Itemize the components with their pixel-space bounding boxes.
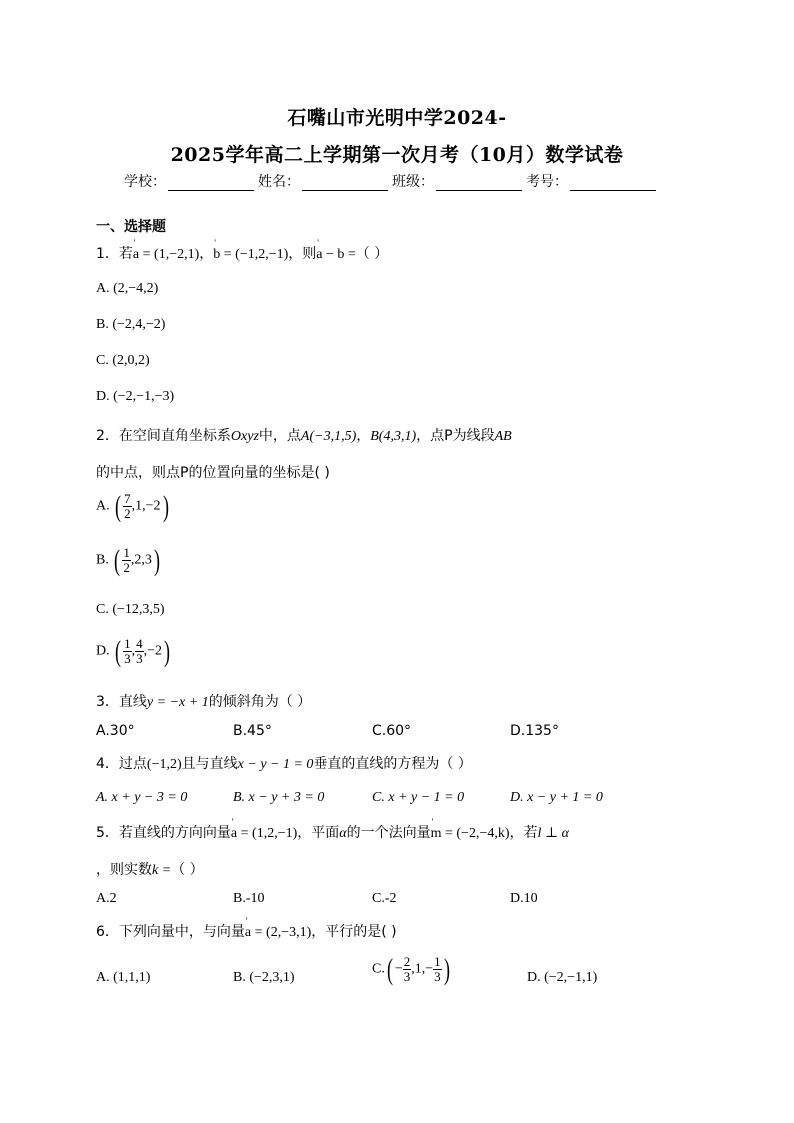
name-label: 姓名： (258, 174, 300, 190)
q4-option-c[interactable]: C. x + y − 1 = 0 (372, 790, 465, 805)
q6-c-label: C. (372, 961, 385, 977)
q4-text-b: 且与直线 (181, 756, 238, 772)
q2-b-fraction: $\frac{1}{2}$ (123, 545, 130, 575)
q6-option-b[interactable]: B. (−2,3,1) (233, 970, 295, 985)
title-line-1: 石嘴山市光明中学2024- (287, 107, 507, 129)
exam-no-label: 考号： (526, 174, 568, 190)
q3-option-c[interactable]: C.60° (372, 723, 412, 739)
q5-option-a[interactable]: A.2 (96, 891, 117, 906)
q5-vector-a: ' a = (1,2,−1) (231, 826, 297, 842)
q6-option-c[interactable]: C.( − $\frac{2}{3}$ ,1,− $\frac{1}{3}$ ) (372, 952, 450, 986)
q3-option-a[interactable]: A.30° (96, 723, 135, 739)
q4-option-a[interactable]: A. x + y − 3 = 0 (96, 790, 188, 805)
q5-text-c: 的一个法向量 (346, 825, 431, 841)
q6-text-b: ，平行的是( ) (311, 924, 397, 940)
q4-text-c: 垂直的直线的方程为（ ） (313, 756, 472, 772)
q2-option-c[interactable]: C. (−12,3,5) (96, 602, 165, 617)
q2-a-rest: ,1,−2 (131, 498, 161, 514)
q2-b-rest: ,2,3 (130, 552, 152, 568)
question-5-stem-line1 (96, 822, 569, 842)
q3-option-b[interactable]: B.45° (233, 723, 272, 739)
q1-vector-a: ' a = (1,−2,1) (133, 247, 199, 263)
student-info-row (124, 171, 660, 191)
q4-point: (−1,2) (146, 757, 182, 772)
section-heading: 一、选择题 (96, 219, 166, 235)
q5-option-d[interactable]: D.10 (510, 891, 538, 906)
q2-oxyz: Oxyz (230, 429, 259, 444)
title-line-2: 2025学年高二上学期第一次月考（10月）数学试卷 (170, 144, 624, 166)
q2-a-fraction: $\frac{7}{2}$ (124, 491, 131, 521)
q2-segment-ab: AB (494, 429, 512, 444)
q1-vector-b: ' b = (−1,2,−1) (213, 247, 288, 263)
q4-option-d[interactable]: D. x − y + 1 = 0 (510, 790, 603, 805)
q6-c-fraction-2: $\frac{1}{3}$ (434, 954, 441, 984)
question-1-stem (96, 243, 388, 263)
q3-equation: y = −x + 1 (146, 695, 209, 710)
q5-text-e: ，则实数 (96, 862, 152, 878)
q2-b-label: B. (96, 552, 109, 568)
q1-paren: （ ） (355, 246, 389, 262)
q2-text-a: 2．在空间直角坐标系 (96, 428, 231, 444)
q5-perp: l ⊥ α (537, 826, 569, 841)
q4-text-a: 4．过点 (96, 756, 147, 772)
q2-option-b[interactable]: B. ( $\frac{1}{2}$ ,2,3) (96, 543, 160, 577)
q5-text-f: （ ） (171, 862, 204, 878)
q2-d-fraction-1: $\frac{1}{3}$ (124, 636, 131, 666)
q2-a-label: A. (96, 498, 110, 514)
q3-text-b: 的倾斜角为（ ） (208, 694, 312, 710)
question-2-stem-line2: 的中点，则点P的位置向量的坐标是( ) (96, 465, 330, 481)
q6-vector-a: ' a = (2,−3,1) (245, 925, 311, 941)
q4-equation: x − y − 1 = 0 (237, 757, 314, 772)
q5-text-a: 5．若直线的方向向量 (96, 825, 231, 841)
question-4-stem (96, 753, 472, 773)
q5-k: k = (152, 863, 172, 878)
question-6-stem (96, 921, 397, 941)
name-blank[interactable] (302, 176, 388, 191)
q1-sep: ， (199, 246, 214, 262)
class-label: 班级： (392, 174, 434, 190)
q2-point-b: B(4,3,1) (370, 429, 417, 444)
q6-text-a: 6．下列向量中，与向量 (96, 924, 245, 940)
q1-option-a[interactable]: A. (2,−4,2) (96, 281, 159, 296)
q1-mid: ，则 (288, 246, 317, 262)
question-5-stem-line2 (96, 859, 204, 879)
q5-vector-m: ' m = (−2,−4,k) (431, 826, 510, 842)
q5-text-d: ，若 (509, 825, 538, 841)
q5-alpha: α (339, 826, 347, 841)
q5-option-c[interactable]: C.-2 (372, 891, 397, 906)
question-2-stem-line1 (96, 425, 512, 445)
q2-d-fraction-2: $\frac{4}{3}$ (136, 636, 143, 666)
q6-option-d[interactable]: D. (−2,−1,1) (527, 970, 598, 985)
q3-text-a: 3．直线 (96, 694, 147, 710)
q1-expression: ' a − b = (316, 247, 356, 263)
q2-d-label: D. (96, 643, 110, 659)
q5-option-b[interactable]: B.-10 (233, 891, 265, 906)
q3-option-d[interactable]: D.135° (510, 723, 559, 739)
q2-sep: ， (356, 428, 371, 444)
q6-option-a[interactable]: A. (1,1,1) (96, 970, 151, 985)
exam-no-blank[interactable] (570, 176, 656, 191)
q2-option-d[interactable]: D. ( $\frac{1}{3}$ , $\frac{4}{3}$ ,−2) (96, 634, 171, 668)
q6-c-mid: ,1,− (411, 961, 434, 977)
q2-option-a[interactable]: A. ( $\frac{7}{2}$ ,1,−2) (96, 489, 169, 523)
class-blank[interactable] (436, 176, 522, 191)
q2-text-c: ，点P为线段 (416, 428, 495, 444)
q2-text-b: 中，点 (258, 428, 301, 444)
q2-point-a: A(−3,1,5) (300, 429, 357, 444)
q2-d-rest: ,−2 (143, 643, 163, 659)
school-label: 学校： (124, 174, 166, 190)
q6-c-fraction-1: $\frac{2}{3}$ (403, 954, 411, 984)
q1-prefix: 1．若 (96, 246, 133, 262)
question-3-stem (96, 691, 311, 711)
q1-option-d[interactable]: D. (−2,−1,−3) (96, 389, 175, 404)
q1-option-c[interactable]: C. (2,0,2) (96, 353, 150, 368)
q1-option-b[interactable]: B. (−2,4,−2) (96, 317, 166, 332)
q5-text-b: ，平面 (297, 825, 340, 841)
school-blank[interactable] (168, 176, 254, 191)
q4-option-b[interactable]: B. x − y + 3 = 0 (233, 790, 325, 805)
